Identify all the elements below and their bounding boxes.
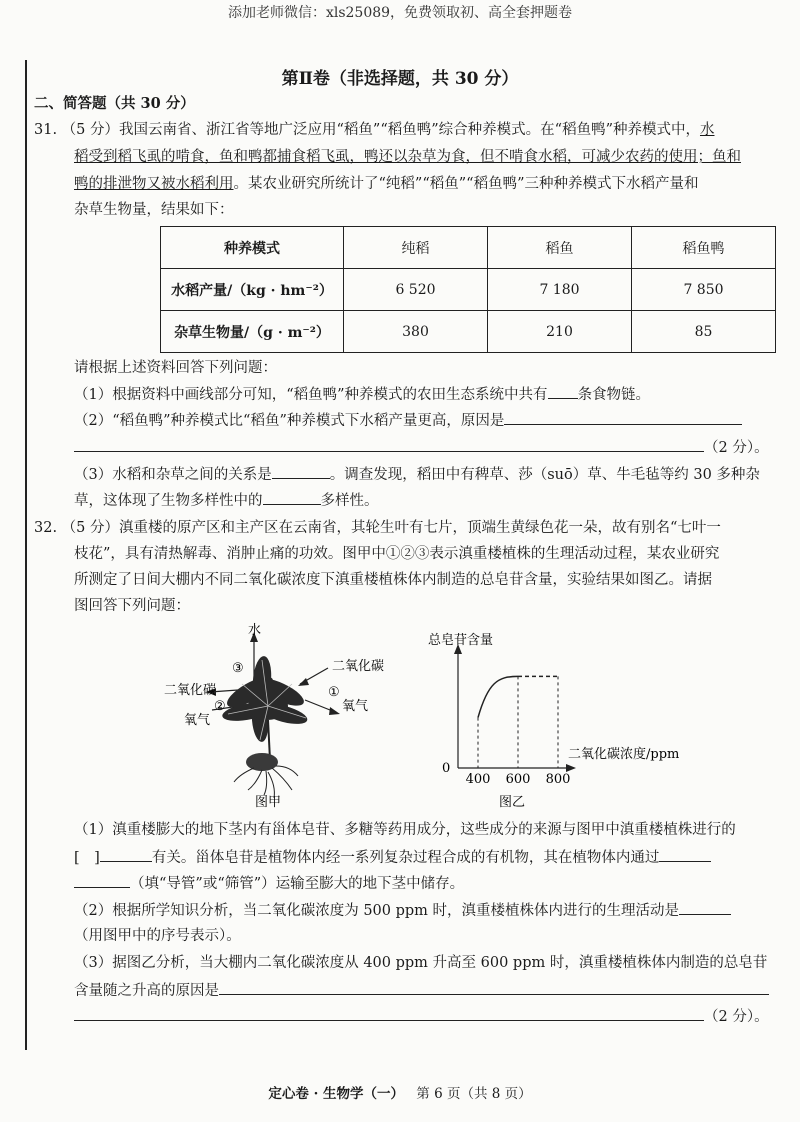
origin-label: 0 <box>442 761 451 776</box>
q31-sub2-score: （2 分）。 <box>704 440 769 456</box>
table-header-cell: 稻鱼鸭 <box>632 227 776 269</box>
figure-b-chart <box>420 630 720 810</box>
q31-underlined-2: 稻受到稻飞虱的啃食，鱼和鸭都捕食稻飞虱，鸭还以杂草为食，但不啃食水稻，可减少农药的使用；鱼和 <box>74 149 741 165</box>
label-o2-right: 氧气 <box>342 699 369 714</box>
q32-line3: 所测定了日间大棚内不同二氧化碳浓度下滇重楼植株体内制造的总皂苷含量，实验结果如图乙。请据 <box>74 572 712 588</box>
q32-line1: 32. （5 分）滇重楼的原产区和主产区在云南省，其轮生叶有七片，顶端生黄绿色花一朵，故有别名“七叶一 <box>34 520 721 536</box>
header-note: 添加老师微信：xls25089，免费领取初、高全套押题卷 <box>227 5 573 21</box>
q31-line1-text: 31. （5 分）我国云南省、浙江省等地广泛应用“稻鱼”“稻鱼鸭”综合种养模式。在“稻鱼鸭”种养模式中， <box>34 122 700 138</box>
q31-sub3 <box>74 464 760 485</box>
x-tick-label: 600 <box>505 772 531 787</box>
q31-line1 <box>34 120 714 140</box>
figure-b-caption: 图乙 <box>498 795 526 810</box>
label-o2-left: 氧气 <box>184 713 211 728</box>
answer-blank[interactable] <box>74 873 130 888</box>
answer-blank[interactable] <box>219 980 769 995</box>
answer-blank[interactable] <box>100 847 152 862</box>
table-header-cell: 稻鱼 <box>488 227 632 269</box>
footer-title: 定心卷 · 生物学（一） <box>268 1086 404 1102</box>
answer-blank[interactable] <box>272 464 330 479</box>
q32-sub2 <box>74 900 731 921</box>
q31-sub3-l2-text: 草，这体现了生物多样性中的 <box>74 493 263 509</box>
answer-blank[interactable] <box>263 490 321 505</box>
q31-sub3-l2-end: 多样性。 <box>320 493 379 509</box>
q32-sub1: （1）滇重楼膨大的地下茎内有甾体皂苷、多糖等药用成分，这些成分的来源与图甲中滇重楼植株进行的 <box>74 822 736 838</box>
q32-sub1-line2 <box>74 847 711 868</box>
answer-blank[interactable] <box>679 900 731 915</box>
q31-sub3-text-mid: 。调查发现，稻田中有稗草、莎（suō）草、牛毛毡等约 30 多种杂 <box>329 467 760 483</box>
y-axis-label: 总皂苷含量 <box>428 633 494 648</box>
table-cell: 7 850 <box>632 269 776 311</box>
x-tick-label: 800 <box>545 772 571 787</box>
q31-line4: 杂草生物量，结果如下： <box>74 202 234 218</box>
q32-sub1-l2-text: 有关。甾体皂苷是植物体内经一系列复杂过程合成的有机物，其在植物体内通过 <box>151 850 660 866</box>
q31-sub1 <box>74 384 650 405</box>
margin-rule <box>25 60 27 1050</box>
label-co2-right: 二氧化碳 <box>332 659 385 674</box>
q32-sub2-text: （2）根据所学知识分析，当二氧化碳浓度为 500 ppm 时，滇重楼植株体内进行的生理活动是 <box>74 903 680 919</box>
section-title: 第Ⅱ卷（非选择题，共 30 分） <box>281 69 519 89</box>
q31-sub2 <box>74 410 742 431</box>
table-header-cell: 纯稻 <box>344 227 488 269</box>
label-mark3: ③ <box>232 661 244 676</box>
figure-a <box>150 620 410 810</box>
footer-page: 第 6 页（共 8 页） <box>416 1086 532 1102</box>
figure-a-caption: 图甲 <box>254 795 282 810</box>
q31-sub2-text: （2）“稻鱼鸭”种养模式比“稻鱼”种养模式下水稻产量更高，原因是 <box>74 413 505 429</box>
q32-sub3-score: （2 分）。 <box>704 1009 769 1025</box>
q31-sub3-line2 <box>74 490 379 511</box>
x-axis-arrow <box>566 764 576 772</box>
part-heading: 二、简答题（共 30 分） <box>34 95 195 112</box>
q32-line2: 枝花”，具有清热解毒、消肿止痛的功效。图甲中①②③表示滇重楼植株的生理活动过程，某农业研究 <box>74 546 720 562</box>
table-header-row <box>161 227 776 269</box>
q32-sub3: （3）据图乙分析，当大棚内二氧化碳浓度从 400 ppm 升高至 600 ppm 时，滇重楼植株体内制造的总皂苷 <box>74 955 768 971</box>
label-mark2: ② <box>214 699 226 714</box>
table-row <box>161 311 776 353</box>
q31-sub3-text: （3）水稻和杂草之间的关系是 <box>74 467 272 483</box>
answer-bracket[interactable]: [ ] <box>74 850 100 866</box>
yield-table <box>160 226 776 353</box>
q32-sub1-l3-text: （填“导管”或“筛管”）运输至膨大的地下茎中储存。 <box>130 876 465 892</box>
answer-blank[interactable] <box>74 1006 704 1021</box>
table-cell: 85 <box>632 311 776 353</box>
answer-blank[interactable] <box>548 384 578 399</box>
q32-line4: 图回答下列问题： <box>74 598 190 614</box>
table-header-cell: 种养模式 <box>161 227 344 269</box>
x-axis-label: 二氧化碳浓度/ppm <box>568 747 680 762</box>
q31-line3-text: 。某农业研究所统计了“纯稻”“稻鱼”“稻鱼鸭”三种种养模式下水稻产量和 <box>233 176 699 192</box>
answer-blank[interactable] <box>659 847 711 862</box>
q31-underlined-3: 鸭的排泄物又被水稻利用 <box>74 176 234 192</box>
label-mark1: ① <box>328 685 340 700</box>
q31-underlined-1: 水 <box>699 122 715 138</box>
q31-line3 <box>74 174 698 194</box>
table-cell: 380 <box>344 311 488 353</box>
q32-sub3-line2 <box>74 980 769 1001</box>
label-co2-left: 二氧化碳 <box>164 683 217 698</box>
q31-prompt: 请根据上述资料回答下列问题： <box>74 360 277 376</box>
q32-sub1-line3 <box>74 873 464 894</box>
q32-sub2-line2: （用图甲中的序号表示）。 <box>74 928 241 944</box>
label-water: 水 <box>248 623 262 638</box>
series-line-rising <box>478 676 518 717</box>
answer-blank[interactable] <box>74 437 704 452</box>
table-row <box>161 269 776 311</box>
answer-blank[interactable] <box>504 410 742 425</box>
q32-sub3-l2-text: 含量随之升高的原因是 <box>74 983 219 999</box>
table-row-label: 杂草生物量/（g · m⁻²） <box>161 311 344 353</box>
table-row-label: 水稻产量/（kg · hm⁻²） <box>161 269 344 311</box>
q31-sub1-text-end: 条食物链。 <box>577 387 651 403</box>
table-cell: 210 <box>488 311 632 353</box>
q32-sub3-line3 <box>74 1006 769 1027</box>
x-tick-label: 400 <box>465 772 491 787</box>
table-cell: 6 520 <box>344 269 488 311</box>
q31-sub1-text: （1）根据资料中画线部分可知，“稻鱼鸭”种养模式的农田生态系统中共有 <box>74 387 548 403</box>
q31-sub2-line2 <box>74 437 769 458</box>
page-footer <box>0 1082 800 1102</box>
table-cell: 7 180 <box>488 269 632 311</box>
